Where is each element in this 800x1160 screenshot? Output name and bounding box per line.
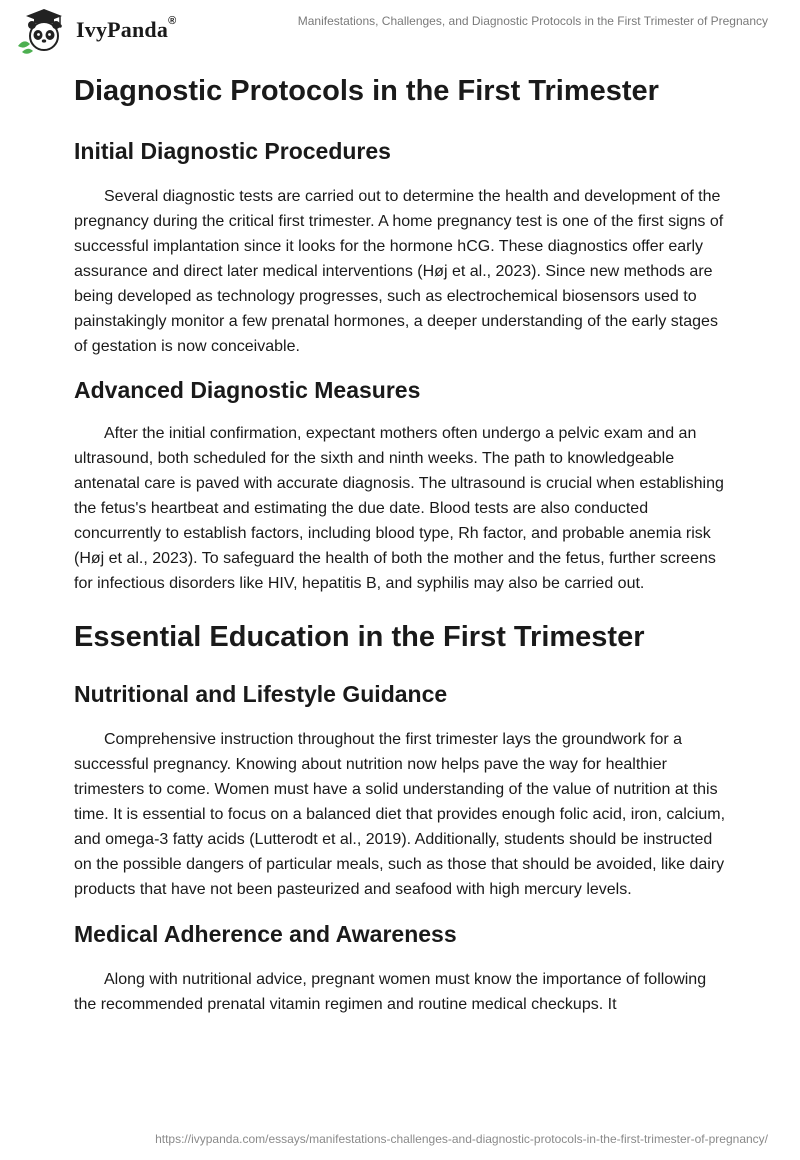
- ivypanda-logo[interactable]: [14, 6, 176, 54]
- panda-graduate-icon: [14, 6, 74, 54]
- page-header: [0, 0, 800, 60]
- paragraph-nutritional-guidance: Comprehensive instruction throughout the first trimester lays the groundwork for a successful pregnancy. Knowing about nutrition now helps pave the way for healthier trimesters to come. Women must have a solid understanding of the value of nutrition at this time. It is essential to focus on a balanced diet that provides enough folic acid, iron, calcium, and omega-3 fatty acids (Lutterodt et al., 2019). Additionally, students should be instructed on the possible dangers of particular meals, such as those that should be avoided, like dairy products that have not been pasteurized and seafood with high mercury levels.: [74, 731, 726, 898]
- source-url[interactable]: https://ivypanda.com/essays/manifestations-challenges-and-diagnostic-protocols-in-the-first-trimester-of-pregnancy/: [155, 1132, 768, 1146]
- section-heading-essential-education: Essential Education in the First Trimester: [74, 621, 645, 653]
- subsection-heading-advanced-diagnostic: Advanced Diagnostic Measures: [74, 377, 421, 403]
- paragraph-advanced-diagnostic: After the initial confirmation, expectant mothers often undergo a pelvic exam and an ultrasound, both scheduled for the sixth and ninth weeks. The path to knowledgeable antenatal care is paved with accurate diagnosis. The ultrasound is crucial when establishing the fetus's heartbeat and estimating the due date. Blood tests are also conducted concurrently to establish factors, including blood type, Rh factor, and probable anemia risk (Høj et al., 2023). To safeguard the health of both the mother and the fetus, further screens for infectious disorders like HIV, hepatitis B, and syphilis may also be carried out.: [74, 425, 724, 592]
- paragraph-medical-adherence: Along with nutritional advice, pregnant women must know the importance of following the recommended prenatal vitamin regimen and routine medical checkups. It: [74, 971, 707, 1013]
- subsection-heading-nutritional-guidance: Nutritional and Lifestyle Guidance: [74, 681, 448, 707]
- section-heading-diagnostic-protocols: Diagnostic Protocols in the First Trimester: [74, 75, 659, 107]
- subsection-heading-medical-adherence: Medical Adherence and Awareness: [74, 921, 457, 947]
- logo-text: IvyPanda®: [76, 15, 177, 42]
- subsection-heading-initial-diagnostic: Initial Diagnostic Procedures: [74, 138, 391, 164]
- document-title: Manifestations, Challenges, and Diagnostic Protocols in the First Trimester of Pregnancy: [297, 14, 768, 28]
- paragraph-initial-diagnostic: Several diagnostic tests are carried out to determine the health and development of the pregnancy during the critical first trimester. A home pregnancy test is one of the first signs of successful implantation since it looks for the hormone hCG. These diagnostics offer early assurance and direct later medical interventions (Høj et al., 2023). Since new methods are being developed as technology progresses, such as electrochemical biosensors used to painstakingly monitor a few prenatal hormones, a deeper understanding of the early stages of gestation is now conceivable.: [74, 188, 724, 355]
- article-body: [74, 70, 726, 1017]
